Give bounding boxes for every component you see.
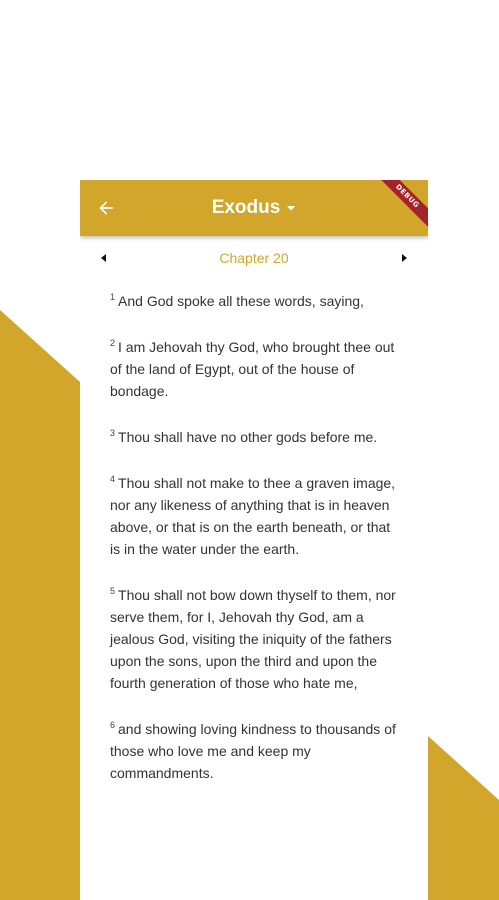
verse-text: Thou shall not bow down thyself to them, nor serve them, for I, Jehovah thy God, am a jealous God, visiting the iniquity of the fathers upon the sons, upon the third and upon the fourth generation of those who hate me, xyxy=(110,587,396,691)
verse-number: 5 xyxy=(110,586,116,596)
verse-number: 2 xyxy=(110,338,116,348)
verse-item[interactable] xyxy=(110,584,398,694)
verse-text: Thou shall have no other gods before me. xyxy=(118,429,378,445)
app-bar xyxy=(80,180,428,236)
app-screen xyxy=(80,180,428,900)
verse-list xyxy=(80,290,428,784)
verse-number: 4 xyxy=(110,474,116,484)
verse-text: Thou shall not make to thee a graven image, nor any likeness of anything that is in heaven above, or that is on the earth beneath, or that is in the water under the earth. xyxy=(110,475,396,557)
verse-item[interactable] xyxy=(110,290,398,312)
verse-text: I am Jehovah thy God, who brought thee out of the land of Egypt, out of the house of bondage. xyxy=(110,339,395,399)
caret-left-icon[interactable] xyxy=(98,252,110,264)
verse-number: 3 xyxy=(110,428,116,438)
chapter-navigation xyxy=(80,236,428,280)
verse-text: And God spoke all these words, saying, xyxy=(118,293,364,309)
verse-item[interactable] xyxy=(110,336,398,402)
verse-item[interactable] xyxy=(110,718,398,784)
verse-number: 6 xyxy=(110,720,116,730)
caret-down-icon xyxy=(286,203,296,213)
chapter-title: Chapter 20 xyxy=(219,250,289,266)
book-title: Exodus xyxy=(211,197,281,218)
verse-item[interactable] xyxy=(110,426,398,448)
verse-text: and showing loving kindness to thousands of those who love me and keep my commandments. xyxy=(110,721,396,781)
debug-banner: DEBUG xyxy=(371,180,428,233)
caret-right-icon[interactable] xyxy=(398,252,410,264)
verse-item[interactable] xyxy=(110,472,398,560)
verse-number: 1 xyxy=(110,292,116,302)
book-selector[interactable] xyxy=(80,180,428,236)
